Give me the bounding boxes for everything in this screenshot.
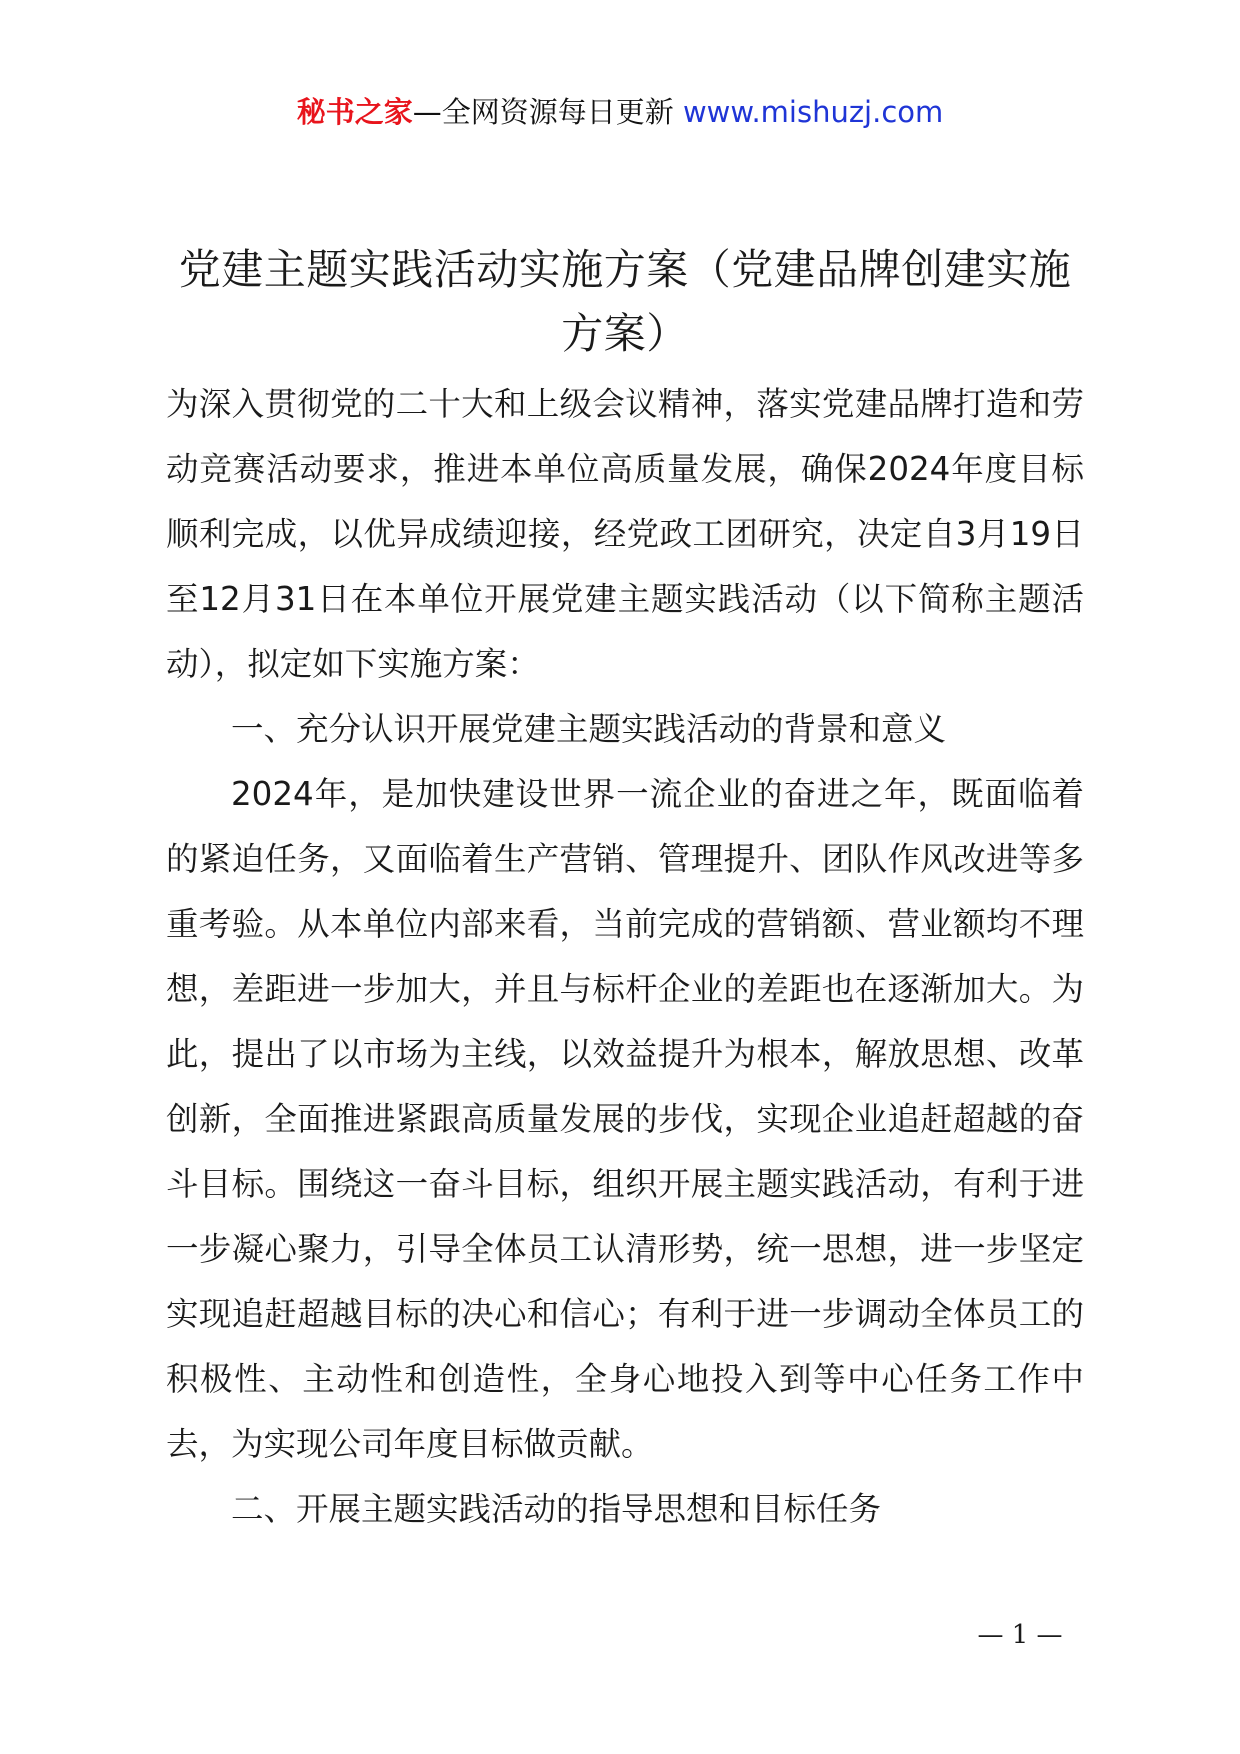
brand-name: 秘书之家 <box>296 95 413 129</box>
site-header <box>0 92 1240 132</box>
page-number: — 1 — <box>977 1620 1063 1650</box>
section-1-paragraph: 2024年，是加快建设世界一流企业的奋进之年，既面临着的紧迫任务，又面临着生产营销、管理提升、团队作风改进等多重考验。从本单位内部来看，当前完成的营销额、营业额均不理想，差距进一步加大，并且与标杆企业的差距也在逐渐加大。为此，提出了以市场为主线，以效益提升为根本，解放思想、改革创新，全面推进紧跟高质量发展的步伐，实现企业追赶超越的奋斗目标。围绕这一奋斗目标，组织开展主题实践活动，有利于进一步凝心聚力，引导全体员工认清形势，统一思想，进一步坚定实现追赶超越目标的决心和信心；有利于进一步调动全体员工的积极性、主动性和创造性，全身心地投入到等中心任务工作中去，为实现公司年度目标做贡献。 <box>166 775 1084 1463</box>
header-tagline: —全网资源每日更新 <box>412 95 683 129</box>
document-body <box>166 372 1084 1542</box>
document-title: 党建主题实践活动实施方案（党建品牌创建实施方案） <box>178 245 1072 358</box>
intro-paragraph: 为深入贯彻党的二十大和上级会议精神，落实党建品牌打造和劳动竞赛活动要求，推进本单位高质量发展，确保2024年度目标顺利完成，以优异成绩迎接，经党政工团研究，决定自3月19日至12月31日在本单位开展党建主题实践活动（以下简称主题活动），拟定如下实施方案： <box>166 385 1084 683</box>
site-url-link[interactable]: www.mishuzj.com <box>682 95 944 129</box>
section-2-heading: 二、开展主题实践活动的指导思想和目标任务 <box>231 1490 882 1528</box>
section-1-heading: 一、充分认识开展党建主题实践活动的背景和意义 <box>231 710 947 748</box>
